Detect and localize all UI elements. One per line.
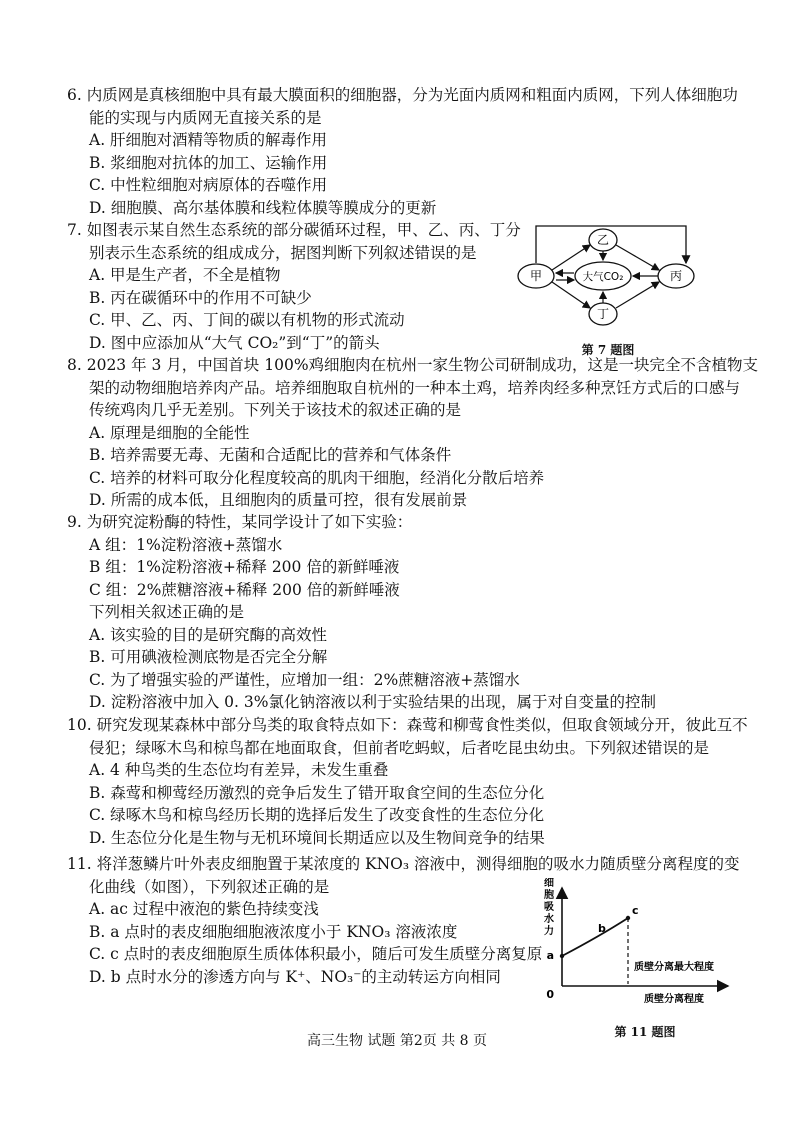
question-6-option-b[interactable]: B. 浆细胞对抗体的加工、运输作用 — [89, 153, 328, 172]
question-11-stem-cont: 化曲线（如图），下列叙述正确的是 — [89, 877, 330, 896]
carbon-cycle-svg — [508, 220, 708, 332]
label-ding: 丁 — [596, 307, 610, 321]
question-7-option-c[interactable]: C. 甲、乙、丙、丁间的碳以有机物的形式流动 — [89, 311, 405, 329]
question-8-option-a[interactable]: A. 原理是细胞的全能性 — [89, 423, 250, 442]
question-9-option-b[interactable]: B. 可用碘液检测底物是否完全分解 — [89, 648, 328, 666]
carbon-cycle-diagram — [508, 220, 708, 357]
plasmolysis-graph — [540, 878, 740, 1039]
question-7 — [67, 219, 521, 354]
question-9-stem: 9. 为研究淀粉酶的特性，某同学设计了如下实验： — [67, 513, 413, 531]
question-10-option-b[interactable]: B. 森莺和柳莺经历激烈的竞争后发生了错开取食空间的生态位分化 — [89, 783, 545, 802]
page-footer: 高三生物 试题 第2页 共 8 页 — [306, 1033, 488, 1049]
question-9 — [67, 511, 737, 714]
label-jia: 甲 — [529, 269, 543, 283]
label-b: b — [598, 922, 606, 935]
max-plasmolysis-label: 质壁分离最大程度 — [634, 962, 714, 973]
question-6-option-c[interactable]: C. 中性粒细胞对病原体的吞噬作用 — [89, 176, 328, 194]
question-8-stem-cont-1: 架的动物细胞培养肉产品。培养细胞取自杭州的一种本土鸡，培养肉经多种烹饪方式后的口感与 — [89, 378, 741, 397]
question-11-stem: 11. 将洋葱鳞片叶外表皮细胞置于某浓度的 KNO₃ 溶液中，测得细胞的吸水力随质壁分离程度的变 — [67, 855, 740, 873]
question-9-group-b: B 组：1%淀粉溶液+稀释 200 倍的新鲜唾液 — [89, 558, 400, 576]
label-c: c — [632, 904, 639, 917]
plasmolysis-graph-svg — [540, 878, 740, 1008]
question-6 — [67, 84, 737, 219]
question-9-ask: 下列相关叙述正确的是 — [89, 603, 245, 621]
question-10 — [67, 714, 748, 849]
question-8-stem: 8. 2023 年 3 月，中国首块 100%鸡细胞肉在杭州一家生物公司研制成功，这是一块完全不含植物支 — [67, 356, 759, 374]
question-7-stem: 7. 如图表示某自然生态系统的部分碳循环过程，甲、乙、丙、丁分 — [67, 221, 521, 239]
question-6-option-a[interactable]: A. 肝细胞对酒精等物质的解毒作用 — [89, 131, 328, 149]
question-9-option-c[interactable]: C. 为了增强实验的严谨性，应增加一组：2%蔗糖溶液+蒸馏水 — [89, 670, 520, 689]
question-11-option-d[interactable]: D. b 点时水分的渗透方向与 K⁺、NO₃⁻的主动转运方向相同 — [89, 967, 501, 986]
question-11-option-b[interactable]: B. a 点时的表皮细胞细胞液浓度小于 KNO₃ 溶液浓度 — [89, 922, 458, 941]
question-10-option-a[interactable]: A. 4 种鸟类的生态位均有差异，未发生重叠 — [89, 761, 389, 779]
question-9-group-c: C 组：2%蔗糖溶液+稀释 200 倍的新鲜唾液 — [89, 580, 400, 599]
question-7-option-d[interactable]: D. 图中应添加从“大气 CO₂”到“丁”的箭头 — [89, 333, 380, 352]
y-axis-label: 细胞吸水力 — [544, 878, 554, 937]
question-6-stem-cont: 能的实现与内质网无直接关系的是 — [89, 108, 322, 127]
question-9-option-a[interactable]: A. 该实验的目的是研究酶的高效性 — [89, 625, 328, 644]
question-10-stem: 10. 研究发现某森林中部分鸟类的取食特点如下：森莺和柳莺食性类似，但取食领域分开，彼此互不 — [67, 716, 748, 734]
label-a: a — [546, 949, 554, 962]
question-8-option-c[interactable]: C. 培养的材料可取分化程度较高的肌肉干细胞，经消化分散后培养 — [89, 468, 545, 487]
label-bing: 丙 — [669, 269, 683, 283]
question-6-stem: 6. 内质网是真核细胞中具有最大膜面积的细胞器，分为光面内质网和粗面内质网，下列人体细胞功 — [67, 86, 738, 104]
figure-11-caption: 第 11 题图 — [614, 1024, 676, 1039]
question-7-stem-cont: 别表示生态系统的组成成分，据图判断下列叙述错误的是 — [89, 243, 477, 262]
point-a — [560, 954, 564, 958]
question-8-option-b[interactable]: B. 培养需要无毒、无菌和合适配比的营养和气体条件 — [89, 446, 452, 464]
origin-label: 0 — [546, 988, 554, 1001]
label-yi: 乙 — [596, 233, 610, 247]
question-6-option-d[interactable]: D. 细胞膜、高尔基体膜和线粒体膜等膜成分的更新 — [89, 198, 437, 217]
question-11-option-a[interactable]: A. ac 过程中液泡的紫色持续变浅 — [89, 900, 319, 918]
question-8 — [67, 354, 759, 512]
suction-curve — [562, 918, 628, 956]
question-7-option-b[interactable]: B. 丙在碳循环中的作用不可缺少 — [89, 288, 312, 307]
question-11-option-c[interactable]: C. c 点时的表皮细胞原生质体体积最小，随后可发生质壁分离复原 — [89, 945, 543, 963]
question-7-option-a[interactable]: A. 甲是生产者，不全是植物 — [89, 266, 281, 284]
question-8-stem-cont-2: 传统鸡肉几乎无差别。下列关于该技术的叙述正确的是 — [89, 401, 462, 419]
point-c — [626, 916, 630, 920]
question-8-option-d[interactable]: D. 所需的成本低，且细胞肉的质量可控，很有发展前景 — [89, 491, 468, 509]
question-9-option-d[interactable]: D. 淀粉溶液中加入 0. 3%氯化钠溶液以利于实验结果的出现，属于对自变量的控制 — [89, 693, 656, 711]
label-co2: 大气CO₂ — [582, 271, 624, 283]
question-10-stem-cont: 侵犯；绿啄木鸟和椋鸟都在地面取食，但前者吃蚂蚁，后者吃昆虫幼虫。下列叙述错误的是 — [89, 738, 710, 757]
question-9-group-a: A 组：1%淀粉溶液+蒸馏水 — [89, 535, 283, 554]
question-10-option-d[interactable]: D. 生态位分化是生物与无机环境间长期适应以及生物间竞争的结果 — [89, 828, 545, 847]
x-axis-label: 质壁分离程度 — [644, 994, 704, 1005]
figure-7-caption: 第 7 题图 — [581, 342, 635, 357]
question-10-option-c[interactable]: C. 绿啄木鸟和椋鸟经历长期的选择后发生了改变食性的生态位分化 — [89, 806, 545, 824]
